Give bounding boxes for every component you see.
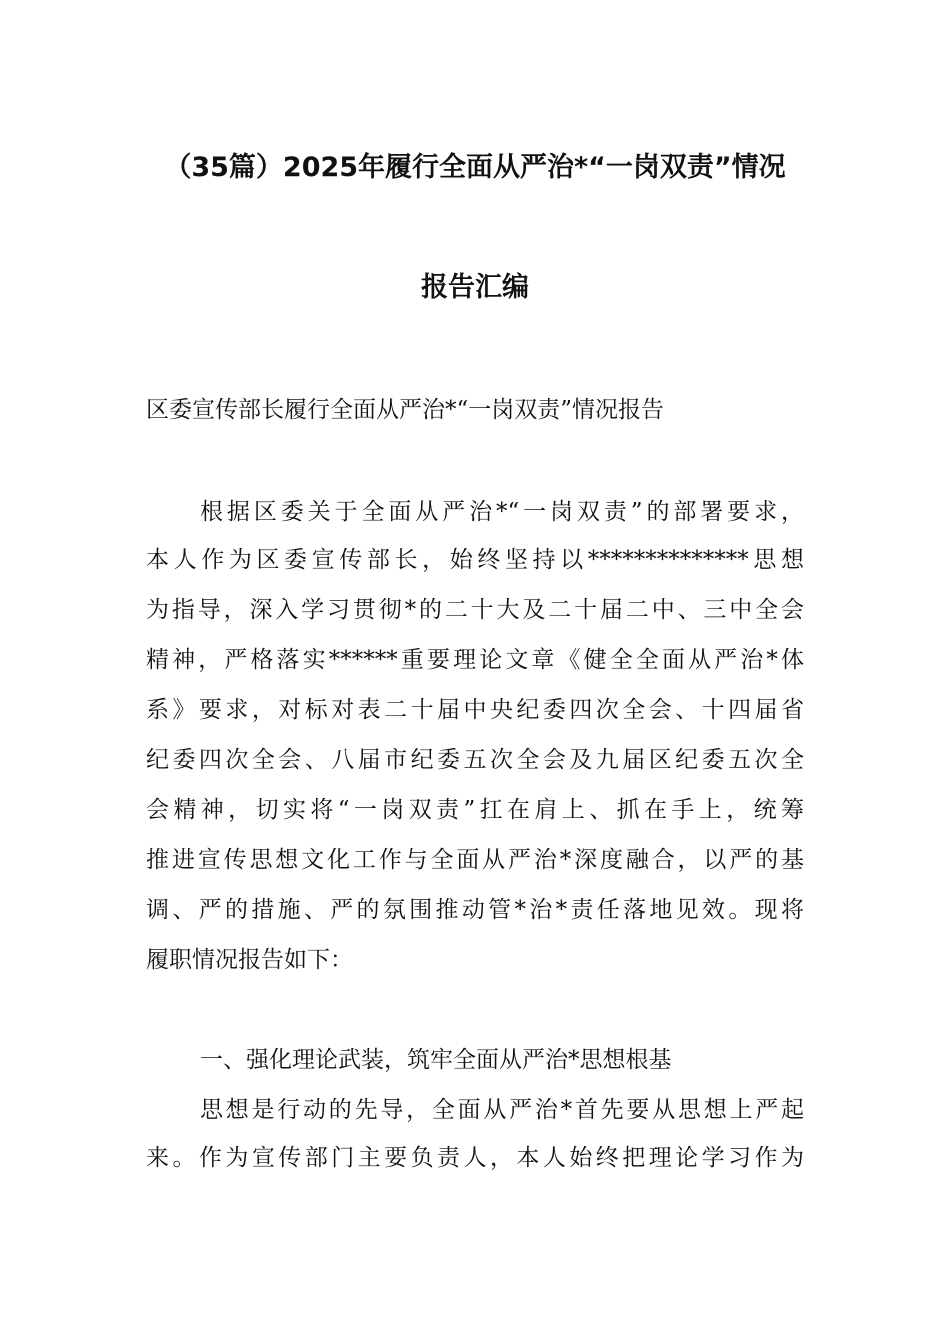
paragraph-line: 履职情况报告如下： [146,947,353,973]
paragraph-line: 来。作为宣传部门主要负责人，本人始终把理论学习作为 [146,1145,804,1171]
paragraph-line: 思想是行动的先导，全面从严治*首先要从思想上严起 [200,1097,804,1123]
paragraph-line: 本人作为区委宣传部长，始终坚持以**************思想 [146,547,804,573]
paragraph-line: 推进宣传思想文化工作与全面从严治*深度融合，以严的基 [146,847,804,873]
document-title-line-2: 报告汇编 [421,272,529,303]
paragraph-line: 根据区委关于全面从严治*“一岗双责”的部署要求， [200,499,804,525]
paragraph-line: 纪委四次全会、八届市纪委五次全会及九届区纪委五次全 [146,747,804,773]
section-heading: 一、强化理论武装，筑牢全面从严治*思想根基 [200,1047,672,1073]
paragraph-line: 调、严的措施、严的氛围推动管*治*责任落地见效。现将 [146,897,804,923]
paragraph-line: 系》要求，对标对表二十届中央纪委四次全会、十四届省 [146,697,804,723]
paragraph-line: 为指导，深入学习贯彻*的二十大及二十届二中、三中全会 [146,597,804,623]
document-title-line-1: （35篇）2025年履行全面从严治*“一岗双责”情况 [164,152,786,183]
report-subtitle: 区委宣传部长履行全面从严治*“一岗双责”情况报告 [146,397,665,423]
paragraph-line: 精神，严格落实******重要理论文章《健全全面从严治*体 [146,647,804,673]
paragraph-line: 会精神，切实将“一岗双责”扛在肩上、抓在手上，统筹 [146,797,804,823]
